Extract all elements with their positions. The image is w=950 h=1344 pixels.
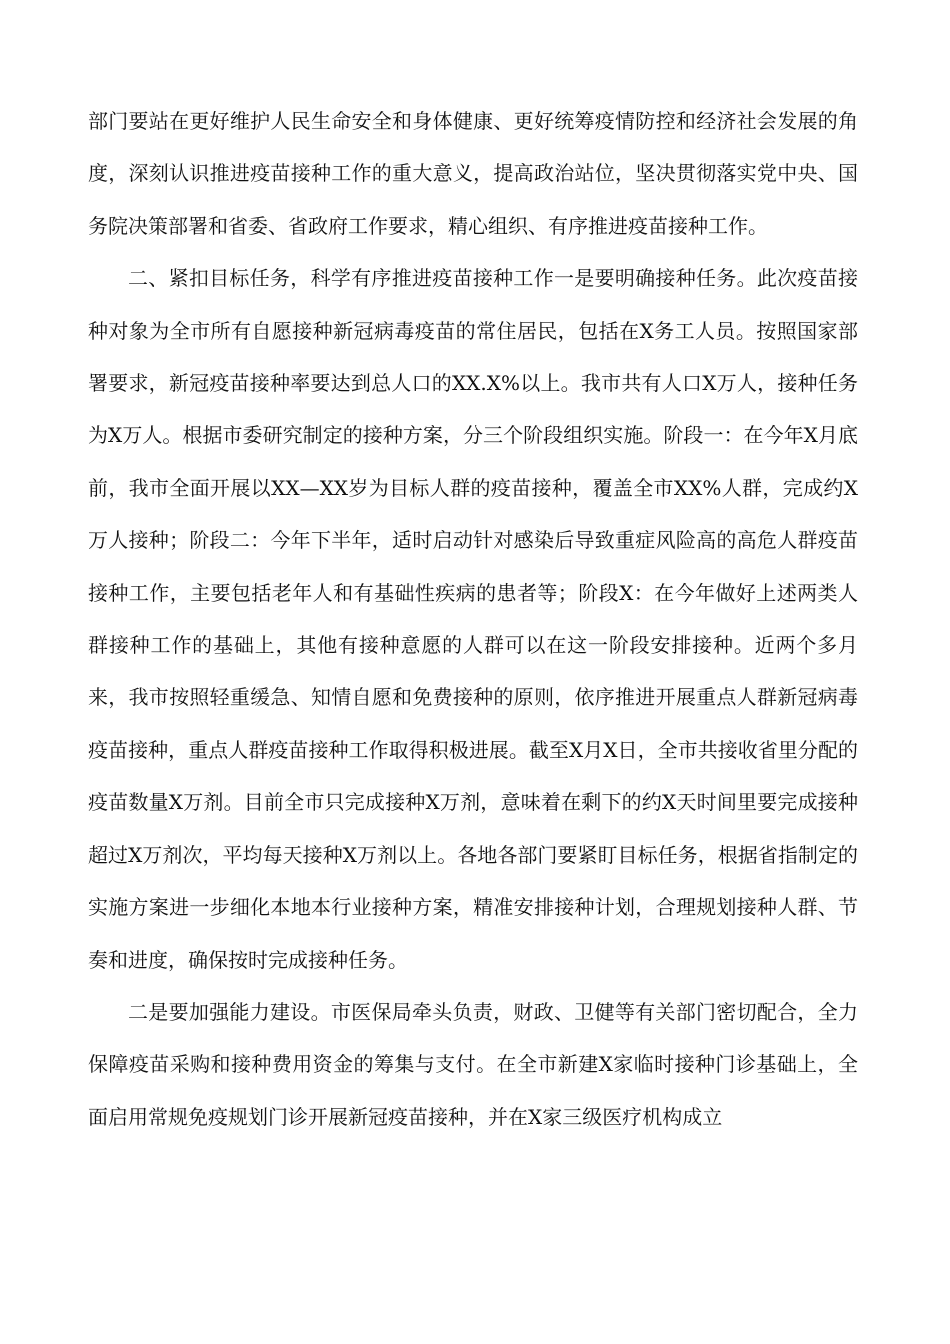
document-body <box>88 95 858 1143</box>
paragraph-1: 部门要站在更好维护人民生命安全和身体健康、更好统筹疫情防控和经济社会发展的角度，深刻认识推进疫苗接种工作的重大意义，提高政治站位，坚决贯彻落实党中央、国务院决策部署和省委、省政府工作要求，精心组织、有序推进疫苗接种工作。 <box>88 109 858 238</box>
paragraph-3: 二是要加强能力建设。市医保局牵头负责，财政、卫健等有关部门密切配合，全力保障疫苗采购和接种费用资金的筹集与支付。在全市新建X家临时接种门诊基础上，全面启用常规免疫规划门诊开展新冠疫苗接种，并在X家三级医疗机构成立 <box>88 999 858 1129</box>
paragraph-2: 二、紧扣目标任务，科学有序推进疫苗接种工作一是要明确接种任务。此次疫苗接种对象为全市所有自愿接种新冠病毒疫苗的常住居民，包括在X务工人员。按照国家部署要求，新冠疫苗接种率要达到总人口的XX.X%以上。我市共有人口X万人，接种任务为X万人。根据市委研究制定的接种方案，分三个阶段组织实施。阶段一：在今年X月底前，我市全面开展以XX—XX岁为目标人群的疫苗接种，覆盖全市XX%人群，完成约X万人接种；阶段二：今年下半年，适时启动针对感染后导致重症风险高的高危人群疫苗接种工作，主要包括老年人和有基础性疾病的患者等；阶段X：在今年做好上述两类人群接种工作的基础上，其他有接种意愿的人群可以在这一阶段安排接种。近两个多月来，我市按照轻重缓急、知情自愿和免费接种的原则，依序推进开展重点人群新冠病毒疫苗接种，重点人群疫苗接种工作取得积极进展。截至X月X日，全市共接收省里分配的疫苗数量X万剂。目前全市只完成接种X万剂，意味着在剩下的约X天时间里要完成接种超过X万剂次，平均每天接种X万剂以上。各地各部门要紧盯目标任务，根据省指制定的实施方案进一步细化本地本行业接种方案，精准安排接种计划，合理规划接种人群、节奏和进度，确保按时完成接种任务。 <box>88 266 858 972</box>
